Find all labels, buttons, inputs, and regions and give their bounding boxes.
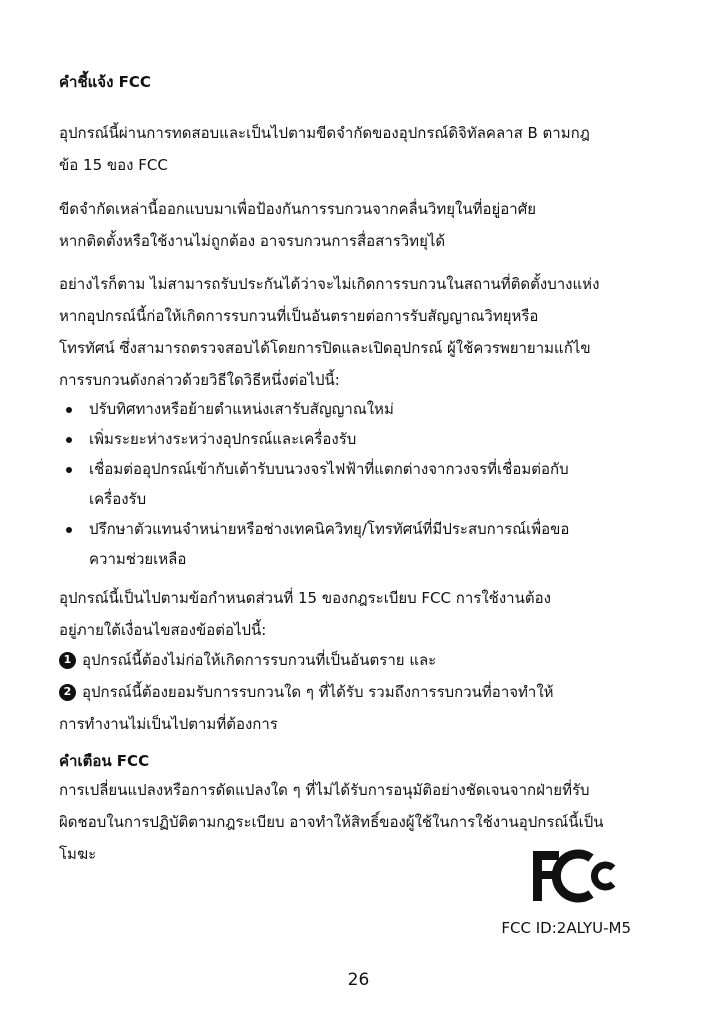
text-line: อย่างไรก็ตาม ไม่สามารถรับประกันได้ว่าจะไม่เกิดการรบกวนในสถานที่ติดตั้งบางแห่ง (59, 275, 600, 293)
remedy-list (59, 394, 669, 574)
notice-paragraph-2 (59, 193, 669, 257)
text-line: ผิดชอบในการปฏิบัติตามกฎระเบียบ อาจทำให้สิทธิ์ของผู้ใช้ในการใช้งานอุปกรณ์นี้เป็น (59, 813, 604, 831)
text-line: โทรทัศน์ ซึ่งสามารถตรวจสอบได้โดยการปิดและเปิดอุปกรณ์ ผู้ใช้ควรพยายามแก้ไข (59, 339, 591, 357)
condition-item (59, 644, 669, 676)
number-1-icon: 1 (59, 652, 76, 669)
text-line: เพิ่มระยะห่างระหว่างอุปกรณ์และเครื่องรับ (89, 430, 357, 448)
condition-text: อุปกรณ์นี้ต้องยอมรับการรบกวนใด ๆ ที่ได้รับ รวมถึงการรบกวนที่อาจทำให้ (82, 683, 554, 701)
text-line: โมฆะ (59, 845, 97, 863)
text-line: ปรึกษาตัวแทนจำหน่ายหรือช่างเทคนิควิทยุ/โทรทัศน์ที่มีประสบการณ์เพื่อขอ (89, 520, 570, 538)
list-item (59, 454, 669, 514)
bullet-icon (66, 527, 72, 533)
notice-paragraph-3 (59, 268, 669, 396)
text-line: เชื่อมต่ออุปกรณ์เข้ากับเต้ารับบนวงจรไฟฟ้าที่แตกต่างจากวงจรที่เชื่อมต่อกับ (89, 460, 569, 478)
page-number: 26 (347, 970, 370, 990)
text-line: ปรับทิศทางหรือย้ายตำแหน่งเสารับสัญญาณใหม่ (89, 400, 394, 418)
fcc-id: FCC ID:2ALYU-M5 (501, 919, 631, 937)
text-line: เครื่องรับ (89, 490, 147, 508)
warning-heading: คำเตือน FCC (59, 752, 150, 770)
text-line: อุปกรณ์นี้ผ่านการทดสอบและเป็นไปตามขีดจำกัดของอุปกรณ์ดิจิทัลคลาส B ตามกฎ (59, 124, 590, 142)
bullet-icon (66, 407, 72, 413)
text-line: หากอุปกรณ์นี้ก่อให้เกิดการรบกวนที่เป็นอันตรายต่อการรับสัญญาณวิทยุหรือ (59, 307, 539, 325)
text-line: หากติดตั้งหรือใช้งานไม่ถูกต้อง อาจรบกวนการสื่อสารวิทยุได้ (59, 232, 446, 250)
text-line: การทำงานไม่เป็นไปตามที่ต้องการ (59, 715, 278, 733)
text-line: การรบกวนดังกล่าวด้วยวิธีใดวิธีหนึ่งต่อไปนี้: (59, 371, 340, 389)
fcc-logo-icon (531, 848, 617, 904)
text-line: อยู่ภายใต้เงื่อนไขสองข้อต่อไปนี้: (59, 621, 267, 639)
text-line: ขีดจำกัดเหล่านี้ออกแบบมาเพื่อป้องกันการรบกวนจากคลื่นวิทยุในที่อยู่อาศัย (59, 200, 537, 218)
text-line: ความช่วยเหลือ (89, 550, 187, 568)
condition-item (59, 676, 669, 708)
text-line: การเปลี่ยนแปลงหรือการดัดแปลงใด ๆ ที่ไม่ได้รับการอนุมัติอย่างชัดเจนจากฝ่ายที่รับ (59, 781, 590, 799)
list-item (59, 394, 669, 424)
conditions-list (59, 644, 669, 740)
text-line: อุปกรณ์นี้เป็นไปตามข้อกำหนดส่วนที่ 15 ของกฎระเบียบ FCC การใช้งานต้อง (59, 589, 551, 607)
text-line: ข้อ 15 ของ FCC (59, 156, 168, 174)
bullet-icon (66, 467, 72, 473)
bullet-icon (66, 437, 72, 443)
notice-paragraph-4 (59, 582, 669, 646)
list-item (59, 514, 669, 574)
condition-text: อุปกรณ์นี้ต้องไม่ก่อให้เกิดการรบกวนที่เป็นอันตราย และ (82, 651, 437, 669)
number-2-icon: 2 (59, 684, 76, 701)
notice-paragraph-1 (59, 117, 669, 181)
list-item (59, 424, 669, 454)
notice-heading: คำชี้แจ้ง FCC (59, 73, 151, 91)
